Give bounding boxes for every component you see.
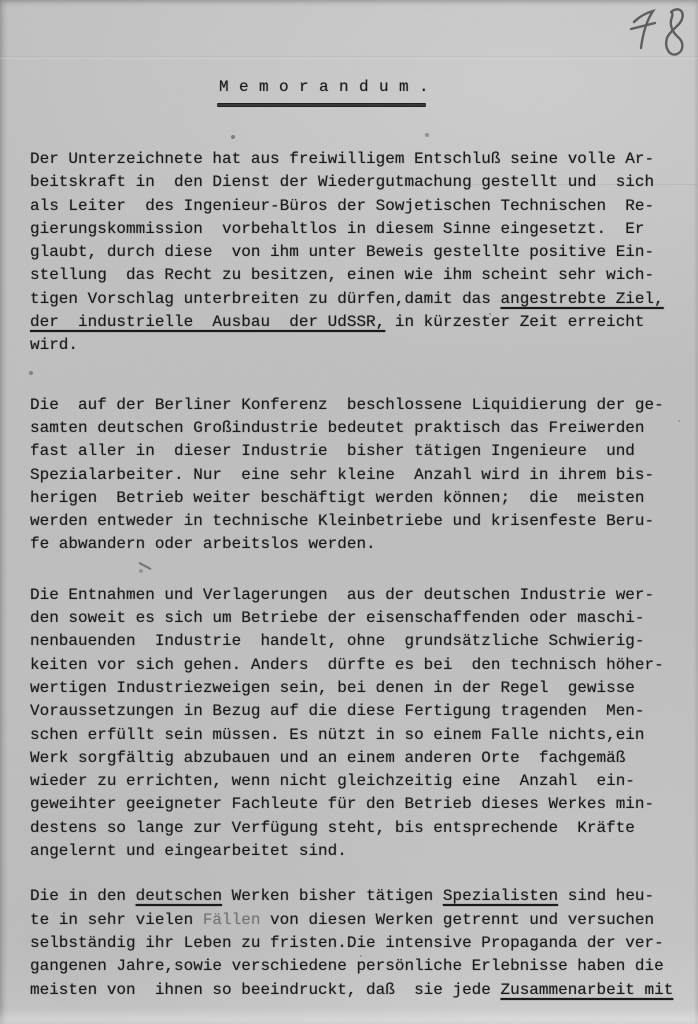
text-line bbox=[30, 724, 676, 747]
text-line bbox=[30, 700, 676, 723]
text-line bbox=[30, 533, 676, 556]
text-line bbox=[30, 394, 676, 417]
text-line bbox=[30, 793, 676, 816]
text-segment: Die in den bbox=[30, 887, 136, 906]
text-segment: stellung das Recht zu besitzen, einen wie ihm scheint sehr wich- bbox=[30, 266, 655, 285]
text-segment: gangenen Jahre,sowie verschiedene persönliche Erlebnisse haben die bbox=[30, 957, 664, 976]
text-segment: destens so lange zur Verfügung steht, bis entsprechende Kräfte bbox=[30, 818, 635, 837]
text-segment: wieder zu errichten, wenn nicht gleichzeitig eine Anzahl ein- bbox=[30, 772, 635, 791]
text-segment: geweihter geeigneter Fachleute für den Betrieb dieses Werkes min- bbox=[30, 795, 655, 814]
text-line bbox=[30, 311, 676, 334]
text-line bbox=[30, 334, 676, 357]
text-segment: als Leiter des Ingenieur-Büros der Sowjetischen Technischen Re- bbox=[30, 196, 655, 215]
text-line bbox=[30, 885, 676, 908]
paragraph bbox=[30, 584, 676, 864]
text-line bbox=[30, 840, 676, 863]
text-line bbox=[30, 607, 676, 630]
text-segment: meisten von ihnen so beeindruckt, daß sie jede bbox=[30, 980, 501, 999]
memo-title: M e m o r a n d u m . bbox=[219, 78, 430, 96]
text-segment: fast aller in dieser Industrie bisher tätigen Ingenieure und bbox=[30, 442, 635, 461]
text-line bbox=[30, 487, 676, 510]
text-line bbox=[30, 241, 676, 264]
underlined-text-segment: der industrielle Ausbau der UdSSR, bbox=[30, 313, 386, 332]
text-segment: Voraussetzungen in Bezug auf die diese Fertigung tragenden Men- bbox=[30, 702, 645, 721]
underlined-text-segment: Spezialisten bbox=[442, 887, 559, 906]
text-segment: Spezialarbeiter. Nur eine sehr kleine Anzahl wird in ihrem bis- bbox=[30, 465, 655, 484]
handwritten-78-icon bbox=[626, 2, 692, 64]
text-line bbox=[30, 747, 676, 770]
text-segment: den soweit es sich um Betriebe der eisenschaffenden oder maschi- bbox=[30, 609, 645, 628]
text-line bbox=[30, 955, 676, 978]
text-line bbox=[30, 979, 676, 1002]
text-line bbox=[30, 817, 676, 840]
ink-specks bbox=[0, 0, 2, 2]
text-segment: keiten vor sich gehen. Anders dürfte es bei den technisch höher- bbox=[30, 655, 664, 674]
title-underline bbox=[217, 103, 426, 107]
text-line bbox=[30, 464, 676, 487]
text-segment: wird. bbox=[30, 336, 79, 355]
text-line bbox=[30, 264, 676, 287]
text-segment: tigen Vorschlag unterbreiten zu dürfen,damit das bbox=[30, 289, 501, 308]
text-segment: Werken bisher tätigen bbox=[222, 887, 443, 906]
text-segment: selbständig ihr Leben zu fristen.Die intensive Propaganda der ver- bbox=[30, 933, 664, 952]
text-line bbox=[30, 654, 676, 677]
underlined-text-segment: Zusammenarbeit mit bbox=[500, 980, 674, 999]
text-segment: samten deutschen Großindustrie bedeutet praktisch das Freiwerden bbox=[30, 418, 645, 437]
text-line bbox=[30, 909, 676, 932]
text-line bbox=[30, 288, 676, 311]
text-line bbox=[30, 440, 676, 463]
text-segment: Fällen bbox=[202, 910, 261, 929]
text-segment: beitskraft in den Dienst der Wiedergutmachung gestellt und sich bbox=[30, 173, 655, 192]
text-segment: sind heu- bbox=[558, 887, 655, 906]
text-segment: von diesen Werken getrennt und versuchen bbox=[260, 910, 655, 929]
text-line bbox=[30, 584, 676, 607]
text-segment: te in sehr vielen bbox=[30, 910, 203, 929]
text-line bbox=[30, 195, 676, 218]
text-line bbox=[30, 630, 676, 653]
text-line bbox=[30, 510, 676, 533]
paragraph bbox=[30, 394, 676, 557]
text-segment: Werk sorgfältig abzubauen und an einem anderen Orte fachgemäß bbox=[30, 748, 626, 767]
text-segment: wertigen Industriezweigen sein, bei denen in der Regel gewisse bbox=[30, 678, 635, 697]
text-segment: werden entweder in technische Kleinbetriebe und krisenfeste Beru- bbox=[30, 512, 655, 531]
text-segment: Die Entnahmen und Verlagerungen aus der deutschen Industrie wer- bbox=[30, 585, 655, 604]
memo-body bbox=[30, 148, 676, 1002]
text-segment: angelernt und eingearbeitet sind. bbox=[30, 842, 347, 861]
text-segment: in kürzester Zeit erreicht bbox=[385, 313, 645, 332]
text-segment: herigen Betrieb weiter beschäftigt werden können; die meisten bbox=[30, 488, 645, 507]
text-segment: Der Unterzeichnete hat aus freiwilligem Entschluß seine volle Ar- bbox=[30, 150, 655, 168]
text-line bbox=[30, 770, 676, 793]
text-segment: nenbauenden Industrie handelt, ohne grundsätzliche Schwierig- bbox=[30, 632, 645, 651]
underlined-text-segment: deutschen bbox=[135, 887, 223, 906]
text-line bbox=[30, 417, 676, 440]
paragraph bbox=[30, 148, 676, 358]
scan-artifact-line bbox=[0, 56, 698, 59]
text-segment: fe abwandern oder arbeitslos werden. bbox=[30, 535, 376, 554]
text-line bbox=[30, 932, 676, 955]
text-segment: glaubt, durch diese von ihm unter Beweis gestellte positive Ein- bbox=[30, 243, 655, 262]
text-line bbox=[30, 171, 676, 194]
scan-edge-lightband bbox=[0, 1008, 698, 1024]
underlined-text-segment: angestrebte Ziel, bbox=[500, 289, 664, 308]
text-line bbox=[30, 218, 676, 241]
text-segment: schen erfüllt sein müssen. Es nützt in so einem Falle nichts,ein bbox=[30, 725, 645, 744]
paragraph bbox=[30, 885, 676, 1001]
text-segment: gierungskommission vorbehaltlos in diesem Sinne eingesetzt. Er bbox=[30, 219, 645, 238]
text-segment: Die auf der Berliner Konferenz beschlossene Liquidierung der ge- bbox=[30, 395, 664, 414]
handwritten-page-number bbox=[626, 2, 692, 64]
text-line bbox=[30, 148, 676, 171]
text-line bbox=[30, 677, 676, 700]
